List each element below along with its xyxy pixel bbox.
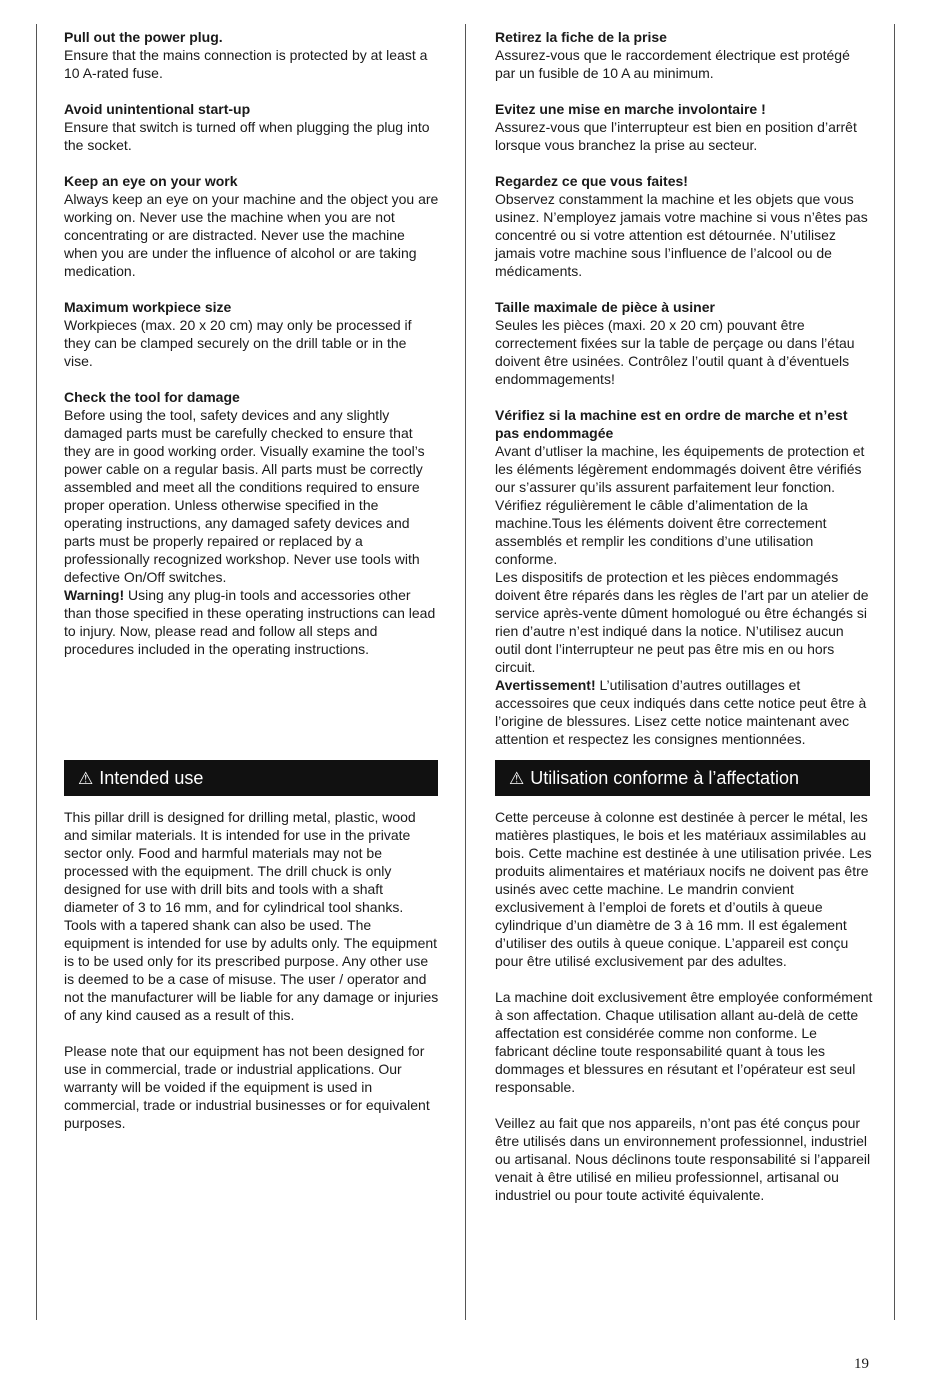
intended-use-title: Utilisation conforme à l’affectation (530, 768, 800, 788)
section-power-plug-fr (495, 28, 873, 82)
section-heading: Taille maximale de pièce à usiner (495, 299, 715, 315)
right-safety-column (495, 28, 873, 766)
section-heading: Retirez la fiche de la prise (495, 29, 667, 45)
section-body: Ensure that switch is turned off when plugging the plug into the socket. (64, 119, 430, 153)
intended-use-header-fr (495, 760, 870, 796)
section-body (495, 442, 873, 748)
section-heading: Check the tool for damage (64, 389, 240, 405)
section-heading: Regardez ce que vous faites! (495, 173, 688, 189)
left-safety-column (64, 28, 439, 676)
warning-label: Avertissement! (495, 677, 596, 693)
intended-use-header (64, 760, 438, 796)
section-body: Seules les pièces (maxi. 20 x 20 cm) pouvant être correctement fixées sur la table de perçage ou dans l’étau doivent être usinées. Contrôlez l’outil quant à d’éventuels endommagements! (495, 317, 855, 387)
warning-triangle-icon: ⚠ (78, 769, 94, 788)
section-check-damage-fr (495, 406, 873, 748)
section-workpiece-size-fr (495, 298, 873, 388)
intended-use-title: Intended use (99, 768, 204, 788)
paragraph (495, 1114, 873, 1204)
section-body (64, 406, 439, 658)
section-body: Workpieces (max. 20 x 20 cm) may only be processed if they can be clamped securely on the drill table or in the vise. (64, 317, 412, 369)
paragraph-text: La machine doit exclusivement être employée conformément à son affectation. Chaque utilisation allant au-delà de cette affectation est considérée comme non conforme. Le fabricant décline toute responsabilité quant à tous les dommages et blessures en résutant et l’opérateur est seul responsable. (495, 989, 873, 1095)
section-workpiece-size (64, 298, 439, 370)
section-unintentional-startup (64, 100, 439, 154)
section-heading: Evitez une mise en marche involontaire ! (495, 101, 766, 117)
section-heading: Keep an eye on your work (64, 173, 238, 189)
section-heading: Pull out the power plug. (64, 29, 223, 45)
intended-use-text-fr (495, 808, 873, 1222)
paragraph (495, 988, 873, 1096)
paragraph-text: This pillar drill is designed for drilling metal, plastic, wood and similar materials. It is intended for use in the private sector only. Food and harmful materials may not be processed with the equipment. The drill chuck is only designed for use with drill bits and tools with a shaft diameter of 3 to 16 mm, and for cylindrical tool shanks. Tools with a tapered shank can also be used. The equipment is intended for use by adults only. The equipment is to be used only for its prescribed purpose. Any other use is deemed to be a case of misuse. The user / operator and not the manufacturer will be liable for any damage or injuries of any kind caused as a result of this. (64, 809, 439, 1023)
page-number: 19 (854, 1356, 869, 1372)
section-heading: Maximum workpiece size (64, 299, 232, 315)
section-body: Observez constamment la machine et les objets que vous usinez. N’employez jamais votre machine si vous n’êtes pas concentré ou si votre attention est détournée. N’utilisez jamais votre machine sous l’influence de l’alcool ou de médicaments. (495, 191, 868, 279)
warning-text: L’utilisation d’autres outillages et accessoires que ceux indiqués dans cette notice peut être à l’origine de blessures. Lisez cette notice maintenant avec attention et respectez les consignes mentionnées. (495, 677, 867, 747)
right-margin-rule (894, 24, 895, 1320)
center-column-rule (465, 24, 466, 1320)
section-body: Ensure that the mains connection is protected by at least a 10 A-rated fuse. (64, 47, 428, 81)
section-keep-eye (64, 172, 439, 280)
left-margin-rule (36, 24, 37, 1320)
section-heading: Vérifiez si la machine est en ordre de marche et n’est pas endommagée (495, 407, 848, 441)
warning-triangle-icon: ⚠ (509, 769, 525, 788)
intended-use-text (64, 808, 439, 1150)
warning-text: Using any plug-in tools and accessories other than those specified in these operating instructions can lead to injury. Now, please read and follow all steps and procedures included in the operating instructions. (64, 587, 436, 657)
section-body-text-2: Les dispositifs de protection et les pièces endommagés doivent être réparés dans les règles de l’art par un atelier de service après-vente dûment homologué ou être échangés si rien d’autre n’est indiqué dans la notice. N’utilisez aucun outil dont l’interrupteur ne peut pas être mis en ou hors circuit. (495, 569, 869, 675)
warning-label: Warning! (64, 587, 125, 603)
section-heading: Avoid unintentional start-up (64, 101, 251, 117)
paragraph (64, 1042, 439, 1132)
section-unintentional-startup-fr (495, 100, 873, 154)
section-body-text: Before using the tool, safety devices and any slightly damaged parts must be carefully checked to ensure that they are in good working order. Visually examine the tool’s power cable on a regular basis. All parts must be correctly assembled and meet all the conditions required to ensure proper operation. Unless otherwise specified in the operating instructions, any damaged safety devices and parts must be properly repaired or replaced by a professionally recognized workshop. Never use tools with defective On/Off switches. (64, 407, 425, 585)
paragraph (64, 808, 439, 1024)
section-keep-eye-fr (495, 172, 873, 280)
paragraph-text: Please note that our equipment has not been designed for use in commercial, trade or industrial applications. Our warranty will be voided if the equipment is used in commercial, trade or industrial businesses or for equivalent purposes. (64, 1043, 430, 1131)
paragraph-text: Cette perceuse à colonne est destinée à percer le métal, les matières plastiques, le bois et les matériaux assimilables au bois. Cette machine est destinée à une utilisation privée. Les produits alimentaires et matériaux nocifs ne doivent pas être usinés avec cette machine. Le mandrin convient exclusivement à l’emploi de forets et d’outils à queue cylindrique d’un diamètre de 3 à 16 mm. Il est également d’utiliser des outils à queue conique. L’appareil est conçu pour être utilisé exclusivement par des adultes. (495, 809, 872, 969)
section-body: Assurez-vous que le raccordement électrique est protégé par un fusible de 10 A au minimum. (495, 47, 850, 81)
section-power-plug (64, 28, 439, 82)
section-body: Always keep an eye on your machine and the object you are working on. Never use the machine when you are not concentrating or are distracted. Never use the machine when you are under the influence of alcohol or are taking medication. (64, 191, 439, 279)
section-body: Assurez-vous que l’interrupteur est bien en position d’arrêt lorsque vous branchez la prise au secteur. (495, 119, 857, 153)
paragraph (495, 808, 873, 970)
section-body-text: Avant d’utliser la machine, les équipements de protection et les éléments légèrement endommagés doivent être vérifiés our s’assurer qu’ils assurent parfaitement leur fonction. Vérifiez régulièrement le câble d’alimentation de la machine.Tous les éléments doivent être correctement assemblés et remplir les conditions d’une utilisation conforme. (495, 443, 865, 567)
section-check-damage (64, 388, 439, 658)
paragraph-text: Veillez au fait que nos appareils, n’ont pas été conçus pour être utilisés dans un environnement professionnel, industriel ou artisanal. Nous déclinons toute responsabilité si l’appareil venait à être utilisé en milieu professionnel, artisanal ou industriel ou pour toute activité équivalente. (495, 1115, 871, 1203)
